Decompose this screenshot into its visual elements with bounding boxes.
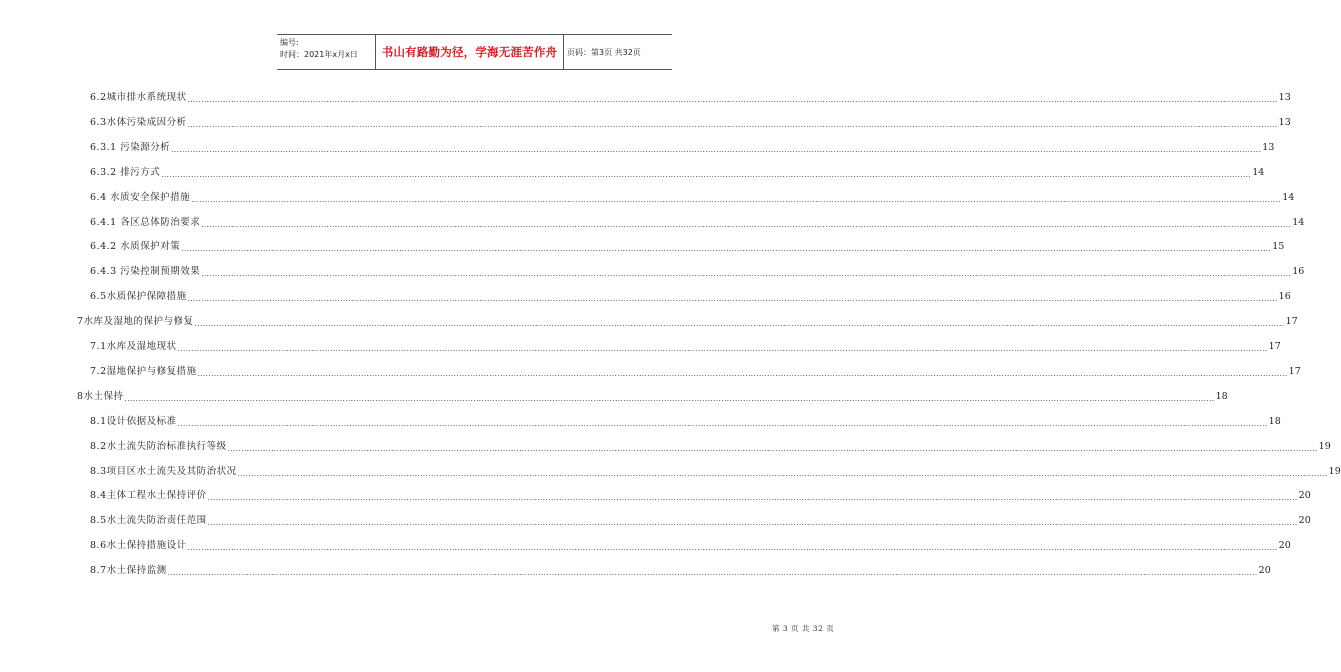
toc-entry-label: 8.4主体工程水土保持评价 <box>90 490 207 502</box>
toc-entry-page: 20 <box>1258 565 1271 577</box>
toc-entry[interactable] <box>77 390 1228 404</box>
toc-entry-page: 16 <box>1292 266 1305 278</box>
toc-dot-leader: ................................................................................................................................................................................................................................................................................................................................................................................................................ <box>187 295 1278 304</box>
toc-dot-leader: ................................................................................................................................................................................................................................................................................................................................................................................................................ <box>181 245 1272 254</box>
toc-entry-label: 6.4.1 各区总体防治要求 <box>90 216 201 228</box>
toc-entry-label: 7.1水库及湿地现状 <box>90 341 177 352</box>
toc-entry-page: 14 <box>1282 191 1295 203</box>
toc-entry-label: 6.3.1 污染源分析 <box>90 141 171 153</box>
toc-dot-leader: ................................................................................................................................................................................................................................................................................................................................................................................................................ <box>194 320 1285 329</box>
toc-entry[interactable] <box>90 240 1285 254</box>
toc-entry-label: 7水库及湿地的保护与修复 <box>77 316 194 328</box>
toc-entry[interactable] <box>90 489 1311 503</box>
toc-entry[interactable] <box>90 465 1341 479</box>
toc-entry-label: 6.4 水质安全保护措施 <box>90 191 191 203</box>
toc-entry[interactable] <box>77 315 1298 329</box>
toc-entry-label: 6.2城市排水系统现状 <box>90 92 187 103</box>
toc-dot-leader: ................................................................................................................................................................................................................................................................................................................................................................................................................ <box>171 145 1262 154</box>
toc-entry[interactable] <box>90 415 1281 429</box>
toc-dot-leader: ................................................................................................................................................................................................................................................................................................................................................................................................................ <box>187 544 1278 553</box>
toc-entry-page: 14 <box>1292 216 1305 228</box>
toc-entry-page: 17 <box>1285 316 1298 328</box>
toc-entry-label: 7.2湿地保护与修复措施 <box>90 365 197 377</box>
toc-dot-leader: ................................................................................................................................................................................................................................................................................................................................................................................................................ <box>191 195 1282 204</box>
toc-entry[interactable] <box>90 116 1291 130</box>
toc-entry[interactable] <box>90 539 1291 553</box>
toc-entry-page: 20 <box>1278 540 1291 552</box>
toc-entry-page: 19 <box>1328 465 1341 477</box>
toc-entry-page: 17 <box>1268 341 1281 352</box>
toc-entry-page: 16 <box>1278 291 1291 303</box>
toc-entry-label: 6.4.3 污染控制预期效果 <box>90 266 201 278</box>
toc-entry-label: 6.3水体污染成因分析 <box>90 116 187 128</box>
toc-entry-page: 17 <box>1288 365 1301 377</box>
toc-entry-label: 6.3.2 排污方式 <box>90 166 161 178</box>
toc-dot-leader: ................................................................................................................................................................................................................................................................................................................................................................................................................ <box>187 120 1278 129</box>
toc-entry[interactable] <box>90 91 1291 105</box>
toc-entry-label: 8.1设计依据及标准 <box>90 415 177 427</box>
toc-entry[interactable] <box>90 166 1265 180</box>
toc-entry-page: 15 <box>1272 241 1285 253</box>
toc-entry-page: 13 <box>1278 92 1291 103</box>
toc-entry[interactable] <box>90 290 1291 304</box>
toc-entry[interactable] <box>90 191 1295 205</box>
toc-dot-leader: ................................................................................................................................................................................................................................................................................................................................................................................................................ <box>227 444 1318 453</box>
toc-entry[interactable] <box>90 564 1271 578</box>
toc-dot-leader: ................................................................................................................................................................................................................................................................................................................................................................................................................ <box>197 369 1288 378</box>
toc-entry[interactable] <box>90 265 1305 279</box>
toc-entry-page: 13 <box>1278 116 1291 128</box>
toc-entry-page: 19 <box>1318 440 1331 452</box>
toc-entry-label: 6.4.2 水质保护对策 <box>90 241 181 253</box>
toc-dot-leader: ................................................................................................................................................................................................................................................................................................................................................................................................................ <box>201 270 1292 279</box>
page-footer: 第 3 页 共 32 页 <box>772 624 835 633</box>
toc-dot-leader: ................................................................................................................................................................................................................................................................................................................................................................................................................ <box>237 469 1328 478</box>
toc-dot-leader: ................................................................................................................................................................................................................................................................................................................................................................................................................ <box>167 569 1258 578</box>
toc-entry-label: 8.3项目区水土流失及其防治状况 <box>90 465 237 477</box>
toc-entry-label: 8.2水土流失防治标准执行等级 <box>90 440 227 452</box>
toc-entry-page: 18 <box>1268 415 1281 427</box>
toc-entry[interactable] <box>90 340 1281 354</box>
header-page-label: 页码：第3页 共32页 <box>567 47 641 57</box>
toc-entry[interactable] <box>90 216 1305 230</box>
toc-entry-label: 6.5水质保护保障措施 <box>90 291 187 303</box>
toc-entry-page: 13 <box>1262 141 1275 153</box>
toc-entry-page: 18 <box>1215 390 1228 402</box>
toc-dot-leader: ................................................................................................................................................................................................................................................................................................................................................................................................................ <box>207 494 1298 503</box>
toc-entry-label: 8.6水土保持措施设计 <box>90 540 187 552</box>
toc-dot-leader: ................................................................................................................................................................................................................................................................................................................................................................................................................ <box>177 419 1268 428</box>
toc-entry-label: 8.5水土流失防治责任范围 <box>90 515 207 527</box>
toc-dot-leader: ................................................................................................................................................................................................................................................................................................................................................................................................................ <box>201 220 1292 229</box>
toc-entry-page: 20 <box>1298 515 1311 527</box>
number-label: 编号: <box>280 38 299 47</box>
toc-dot-leader: ................................................................................................................................................................................................................................................................................................................................................................................................................ <box>161 170 1252 179</box>
toc-entry-label: 8.7水土保持监测 <box>90 565 167 577</box>
toc-entry-page: 14 <box>1252 166 1265 178</box>
toc-dot-leader: ................................................................................................................................................................................................................................................................................................................................................................................................................ <box>177 345 1268 353</box>
toc-dot-leader: ................................................................................................................................................................................................................................................................................................................................................................................................................ <box>187 96 1278 104</box>
toc-entry[interactable] <box>90 440 1331 454</box>
toc-dot-leader: ................................................................................................................................................................................................................................................................................................................................................................................................................ <box>207 519 1298 528</box>
toc-entry-page: 20 <box>1298 490 1311 502</box>
toc-entry[interactable] <box>90 514 1311 528</box>
toc-entry[interactable] <box>90 141 1275 155</box>
toc-entry-label: 8水土保持 <box>77 390 124 402</box>
header-motto: 书山有路勤为径，学海无涯苦作舟 <box>376 35 564 69</box>
toc-dot-leader: ................................................................................................................................................................................................................................................................................................................................................................................................................ <box>124 394 1215 403</box>
toc-entry[interactable] <box>90 365 1301 379</box>
time-label: 时间：2021年x月x日 <box>280 50 358 59</box>
